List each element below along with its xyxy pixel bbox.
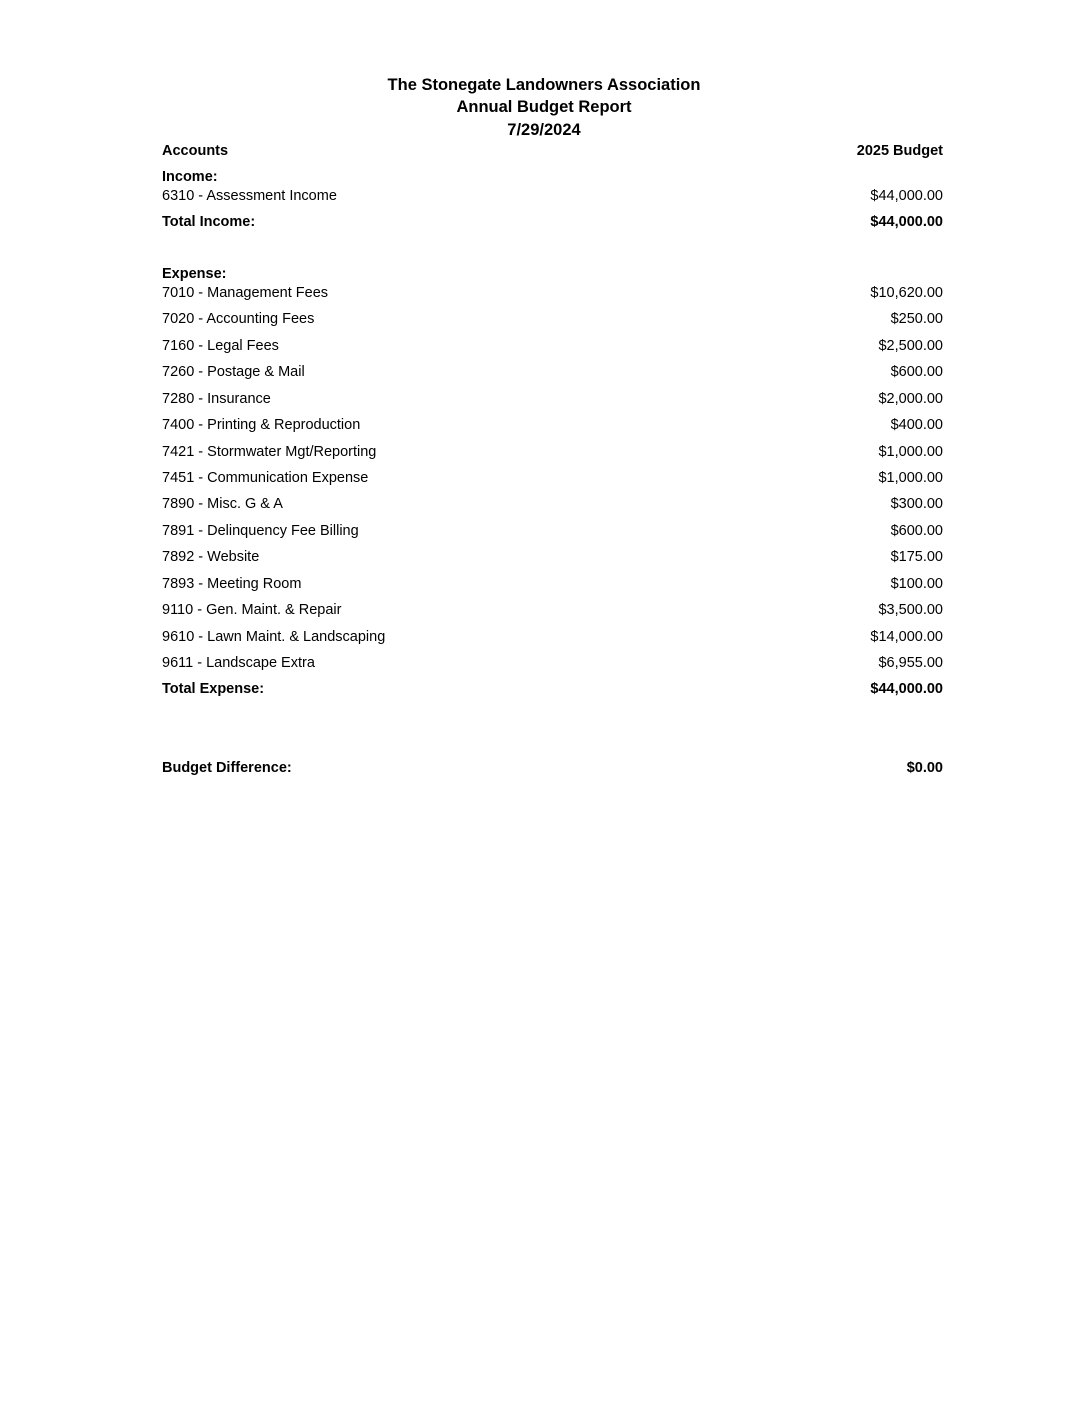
account-amount: $600.00 xyxy=(890,523,943,539)
table-row xyxy=(162,468,943,488)
account-name: 7891 - Delinquency Fee Billing xyxy=(162,523,359,539)
expense-section-label: Expense: xyxy=(162,266,227,282)
table-row xyxy=(162,362,943,382)
table-row xyxy=(162,547,943,567)
account-amount: $300.00 xyxy=(890,496,943,512)
account-amount: $100.00 xyxy=(890,576,943,592)
table-row xyxy=(162,186,943,206)
account-name: 6310 - Assessment Income xyxy=(162,188,337,204)
account-name: 7260 - Postage & Mail xyxy=(162,364,305,380)
table-row xyxy=(162,653,943,673)
account-amount: $3,500.00 xyxy=(878,602,943,618)
account-name: 9110 - Gen. Maint. & Repair xyxy=(162,602,342,618)
table-row xyxy=(162,574,943,594)
account-name: 7160 - Legal Fees xyxy=(162,338,279,354)
report-date: 7/29/2024 xyxy=(507,121,581,139)
account-amount: $10,620.00 xyxy=(870,285,943,301)
table-row xyxy=(162,415,943,435)
org-name: The Stonegate Landowners Association xyxy=(387,76,701,94)
income-section-label: Income: xyxy=(162,169,218,185)
account-amount: $175.00 xyxy=(890,549,943,565)
table-row xyxy=(162,521,943,541)
table-row xyxy=(162,494,943,514)
total-expense-amount: $44,000.00 xyxy=(870,681,943,697)
account-amount: $2,500.00 xyxy=(878,338,943,354)
table-row xyxy=(162,336,943,356)
account-amount: $14,000.00 xyxy=(870,629,943,645)
account-name: 7020 - Accounting Fees xyxy=(162,311,315,327)
account-name: 7451 - Communication Expense xyxy=(162,470,369,486)
account-amount: $600.00 xyxy=(890,364,943,380)
total-income-amount: $44,000.00 xyxy=(870,214,943,230)
account-amount: $2,000.00 xyxy=(878,391,943,407)
account-amount: $400.00 xyxy=(890,417,943,433)
table-row xyxy=(162,442,943,462)
account-name: 7010 - Management Fees xyxy=(162,285,329,301)
account-name: 7400 - Printing & Reproduction xyxy=(162,417,361,433)
column-header-row xyxy=(162,141,943,161)
total-expense-label: Total Expense: xyxy=(162,681,265,697)
budget-difference-label: Budget Difference: xyxy=(162,760,292,776)
report-title: Annual Budget Report xyxy=(456,98,632,116)
account-name: 7893 - Meeting Room xyxy=(162,576,302,592)
account-name: 7421 - Stormwater Mgt/Reporting xyxy=(162,444,377,460)
table-row xyxy=(162,389,943,409)
budget-column-header: 2025 Budget xyxy=(856,143,943,159)
account-amount: $1,000.00 xyxy=(878,444,943,460)
table-row xyxy=(162,283,943,303)
table-row xyxy=(162,309,943,329)
total-expense-row xyxy=(162,679,943,699)
account-amount: $250.00 xyxy=(890,311,943,327)
accounts-column-header: Accounts xyxy=(162,143,229,159)
account-name: 9610 - Lawn Maint. & Landscaping xyxy=(162,629,386,645)
account-name: 9611 - Landscape Extra xyxy=(162,655,315,671)
account-amount: $44,000.00 xyxy=(870,188,943,204)
table-row xyxy=(162,627,943,647)
budget-difference-row xyxy=(162,758,943,778)
account-amount: $1,000.00 xyxy=(878,470,943,486)
total-income-row xyxy=(162,212,943,232)
total-income-label: Total Income: xyxy=(162,214,256,230)
account-name: 7280 - Insurance xyxy=(162,391,271,407)
budget-difference-amount: $0.00 xyxy=(906,760,943,776)
account-name: 7890 - Misc. G & A xyxy=(162,496,283,512)
account-name: 7892 - Website xyxy=(162,549,260,565)
table-row xyxy=(162,600,943,620)
account-amount: $6,955.00 xyxy=(878,655,943,671)
